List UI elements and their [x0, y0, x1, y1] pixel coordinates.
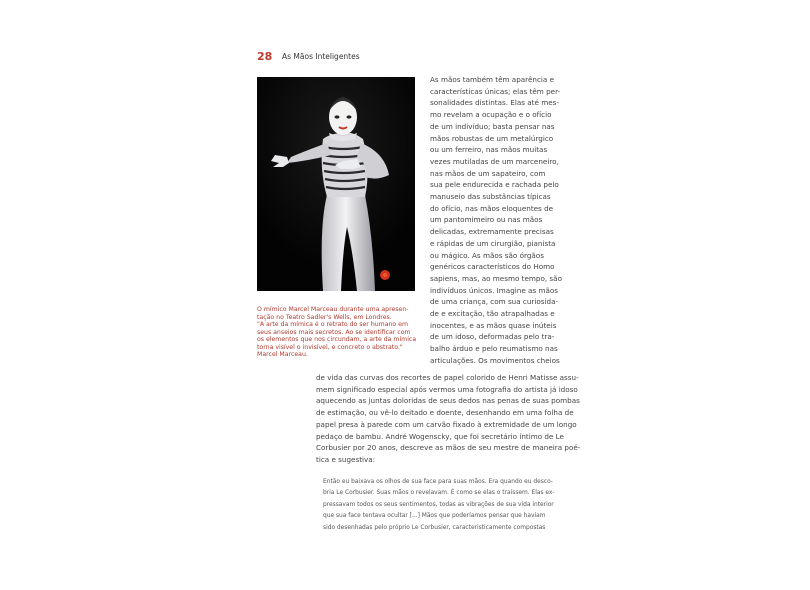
- body-line: mãos robustas de um metalúrgico: [430, 133, 554, 143]
- body-line: características únicas; elas têm per-: [430, 86, 561, 96]
- body-line: aquecendo as juntas doloridas de seus dedos nas penas de suas pombas: [316, 396, 580, 406]
- body-line: tica e sugestiva:: [316, 454, 376, 464]
- caption-line: O mímico Marcel Marceau durante uma apresen-: [257, 306, 409, 313]
- body-line: de um indivíduo; basta pensar nas: [430, 121, 555, 131]
- caption-line: torna visível o invisível, e concreto o abstrato.": [257, 343, 403, 351]
- body-line: articulações. Os movimentos cheios: [430, 355, 560, 365]
- body-line: nas mãos de um sapateiro, com: [430, 168, 546, 178]
- body-line: manuseio das substâncias típicas: [430, 192, 551, 202]
- body-line: papel presa à parede com um carvão fixado à extremidade de um longo: [316, 419, 577, 429]
- mime-figure-illustration: [257, 77, 415, 291]
- body-line: sua pele endurecida e rachada pelo: [430, 180, 559, 190]
- block-quote: [323, 477, 553, 534]
- caption-line: seus anseios mais secretos. Ao se identificar com: [257, 328, 411, 336]
- body-line: de vida das curvas dos recortes de papel colorido de Henri Matisse assu-: [316, 373, 579, 382]
- mime-photo: [257, 77, 415, 291]
- body-line: de estimação, ou vê-lo deitado e doente, desenhando em uma folha de: [316, 408, 574, 418]
- body-line: de um idoso, deformadas pelo tra-: [430, 332, 555, 342]
- caption-line: tação no Teatro Sadler's Wells, em Londres.: [257, 313, 392, 321]
- body-line: ou mágico. As mãos são órgãos: [430, 250, 544, 260]
- caption-line: Marcel Marceau.: [257, 351, 308, 358]
- body-line: sonalidades distintas. Elas até mes-: [430, 98, 559, 108]
- body-line: balho árduo e pelo reumatismo nas: [430, 344, 558, 354]
- body-line: ou um ferreiro, nas mãos muitas: [430, 145, 548, 155]
- body-line: e rápidas de um cirurgião, pianista: [430, 238, 556, 248]
- body-text-full-width: [316, 372, 596, 466]
- body-line: Corbusier por 20 anos, descreve as mãos de seu mestre de maneira poé-: [316, 443, 581, 453]
- body-line: As mãos também têm aparência e: [430, 75, 555, 84]
- quote-line: que sua face tentava ocultar [...] Mãos que poderíamos pensar que haviam: [323, 513, 546, 520]
- quote-line: bria Le Corbusier. Suas mãos o revelavam. É como se elas o traíssem. Elas ex-: [323, 490, 555, 497]
- body-line: indivíduos únicos. Imagine as mãos: [430, 285, 559, 295]
- caption-line: os elementos que nos circundam, a arte da mímica: [257, 336, 417, 343]
- body-line: sapiens, mas, ao mesmo tempo, são: [430, 273, 562, 283]
- body-line: mo revelam a ocupação e o ofício: [430, 110, 552, 120]
- running-head: As Mãos Inteligentes: [282, 52, 360, 61]
- quote-line: pressavam todos os seus sentimentos, todas as vibrações de sua vida interior: [323, 501, 554, 508]
- body-line: mem significado especial após vermos uma fotografia do artista já idoso: [316, 384, 578, 394]
- body-line: genéricos característicos do Homo: [430, 262, 555, 272]
- caption-line: "A arte da mímica é o retrato do ser humano em: [257, 321, 408, 328]
- body-text-right-column: [430, 74, 590, 367]
- body-line: inocentes, e as mãos quase inúteis: [430, 320, 557, 330]
- body-line: um pantomimeiro ou nas mãos: [430, 215, 543, 225]
- body-line: pedaço de bambu. André Wogenscky, que foi secretário íntimo de Le: [316, 431, 564, 441]
- quote-line: sido desenhadas pelo próprio Le Corbusier, caracteristicamente compostas: [323, 524, 546, 531]
- body-line: delicadas, extremamente precisas: [430, 227, 554, 237]
- body-line: vezes mutiladas de um marceneiro,: [430, 156, 559, 166]
- quote-line: Então eu baixava os olhos de sua face para suas mãos. Era quando eu desco-: [323, 479, 553, 485]
- body-line: de uma criança, com sua curiosida-: [430, 297, 559, 307]
- body-line: de e excitação, tão atrapalhadas e: [430, 309, 555, 319]
- body-line: do ofício, nas mãos eloquentes de: [430, 203, 554, 213]
- photo-caption: [257, 306, 417, 359]
- page-number: 28: [257, 50, 273, 63]
